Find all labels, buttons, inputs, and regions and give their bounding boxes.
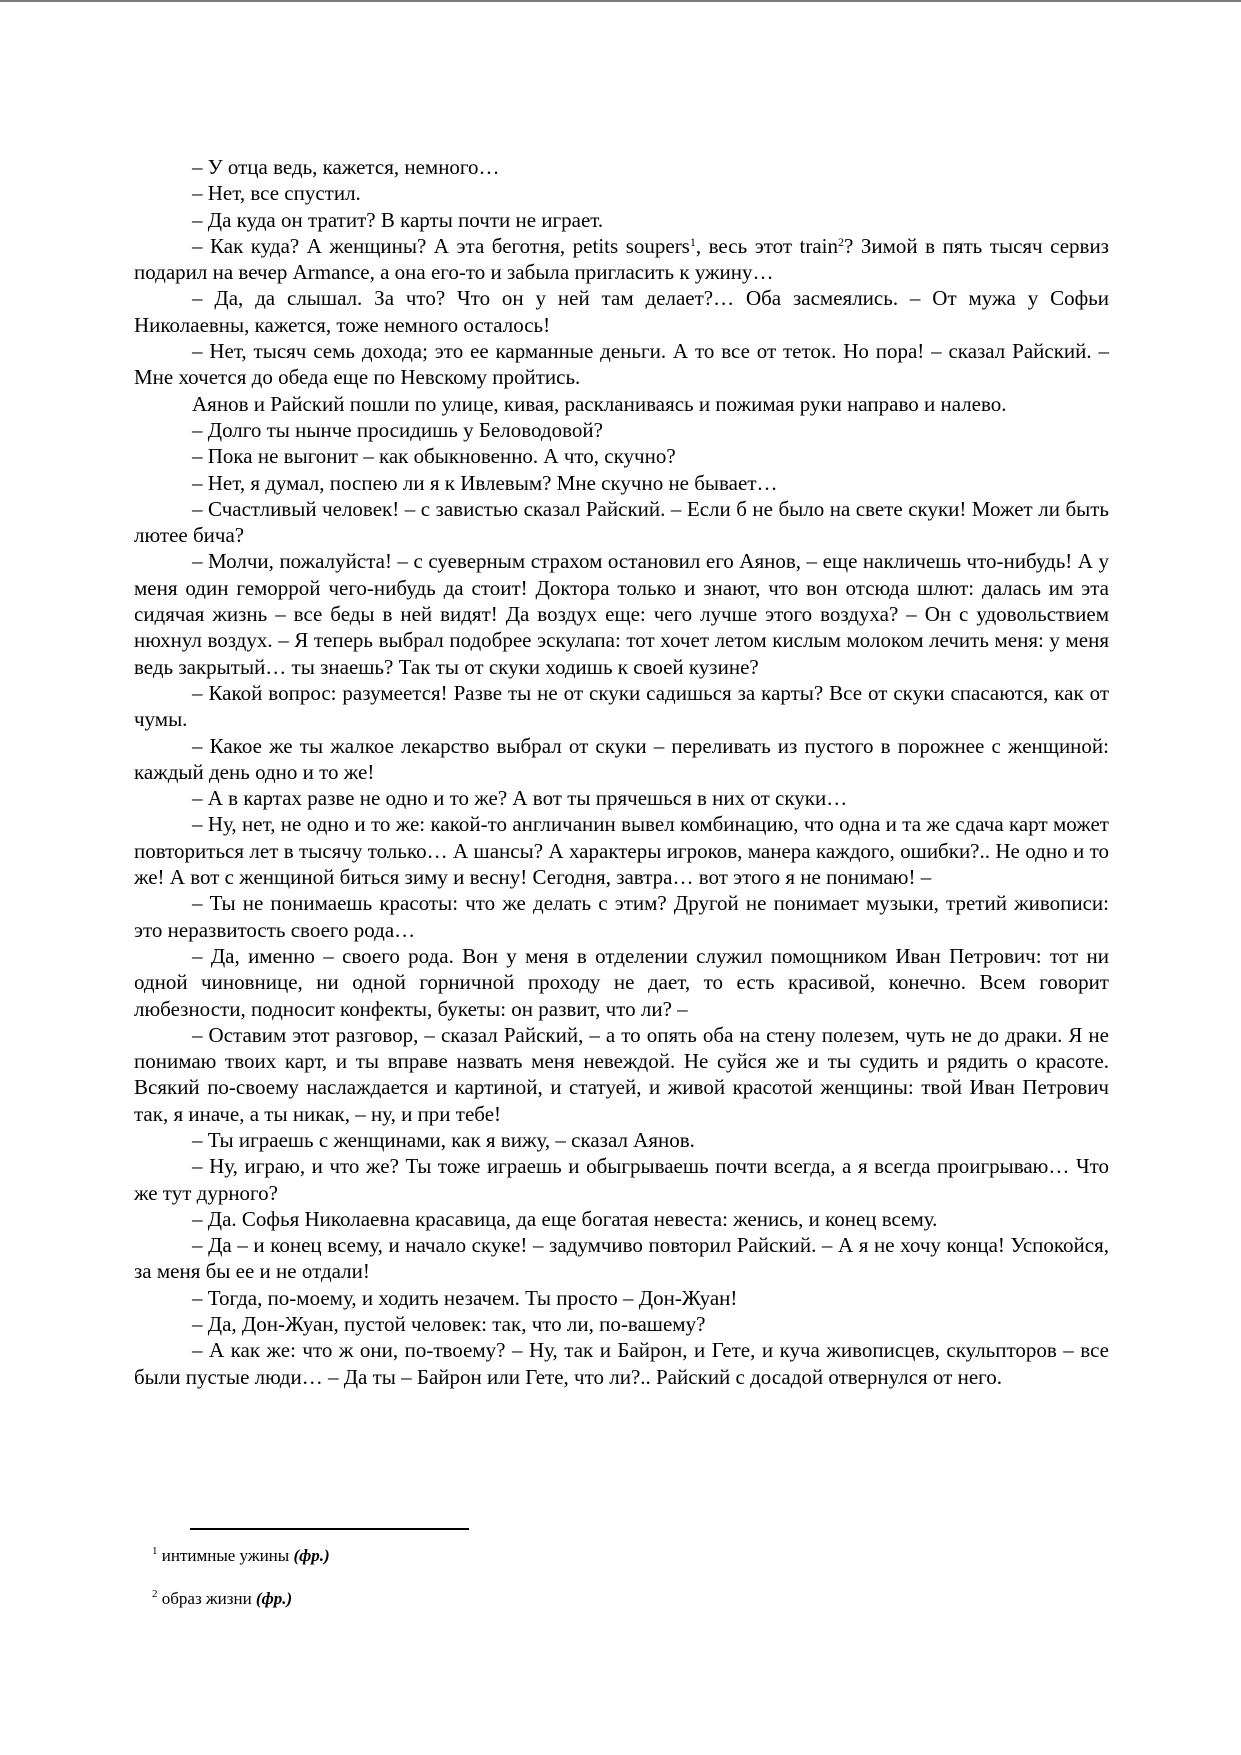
- footnote-text: образ жизни: [161, 1589, 252, 1608]
- footnote-reference: 1: [689, 234, 696, 249]
- footnote-language-tag: (фр.): [293, 1546, 330, 1565]
- footnote-reference: 2: [838, 234, 845, 249]
- paragraph: – Ну, играю, и что же? Ты тоже играешь и обыгрываешь почти всегда, а я всегда проигрываю… Что же тут дурного?: [134, 1154, 1109, 1205]
- paragraph: – А в картах разве не одно и то же? А вот ты прячешься в них от скуки…: [192, 786, 848, 811]
- footnote-1: [152, 1546, 330, 1566]
- paragraph: – Какой вопрос: разумеется! Разве ты не от скуки садишься за карты? Все от скуки спасаются, как от чумы.: [134, 680, 1109, 732]
- paragraph: – Счастливый человек! – с завистью сказал Райский. – Если б не было на свете скуки! Может ли быть лютее бича?: [134, 496, 1109, 548]
- paragraph: – Ты играешь с женщинами, как я вижу, – сказал Аянов.: [192, 1127, 695, 1152]
- paragraph: – Да, Дон-Жуан, пустой человек: так, что ли, по-вашему?: [192, 1312, 706, 1337]
- footnote-separator: [190, 1528, 469, 1530]
- paragraph: – Да, именно – своего рода. Вон у меня в отделении служил помощником Иван Петрович: тот ни одной чиновнице, ни одной горничной проходу не дает, то есть красивой, конечно. Всем говорит любезности, подносит конфекты, букеты: он развит, что ли? –: [134, 943, 1109, 1021]
- paragraph: – У отца ведь, кажется, немного…: [192, 155, 500, 179]
- paragraph-with-footnotes: – Как куда? А женщины? А эта беготня, petits soupers$^1$, весь этот train$^2$? Зимой в пять тысяч сервиз подарил на вечер Armance, а она его-то и забыла пригласить к ужину…: [134, 233, 1109, 285]
- paragraph: – Ну, нет, не одно и то же: какой-то англичанин вывел комбинацию, что одна и та же сдача карт может повториться лет в тысячу только… А шансы? А характеры игроков, манера каждого, ошибки?.. Не одно и то же! А вот с женщиной биться зиму и весну! Сегодня, завтра… вот этого я не понимаю! –: [134, 812, 1109, 890]
- paragraph: – Нет, тысяч семь дохода; это ее карманные деньги. А то все от теток. Но пора! – сказал Райский. – Мне хочется до обеда еще по Невскому пройтись.: [134, 339, 1109, 390]
- paragraph: Аянов и Райский пошли по улице, кивая, раскланиваясь и пожимая руки направо и налево.: [192, 391, 1007, 416]
- body-text: [134, 154, 1109, 1390]
- paragraph: – Ты не понимаешь красоты: что же делать с этим? Другой не понимает музыки, третий живописи: это неразвитость своего рода…: [134, 891, 1109, 942]
- paragraph: – Да куда он тратит? В карты почти не играет.: [192, 207, 604, 232]
- footnote-2: [152, 1589, 292, 1609]
- top-border: [0, 0, 1241, 2]
- footnote-number: 2: [152, 1588, 158, 1600]
- footnote-number: 1: [152, 1545, 158, 1557]
- footnote-language-tag: (фр.): [255, 1589, 293, 1608]
- paragraph: – Пока не выгонит – как обыкновенно. А что, скучно?: [192, 444, 676, 469]
- footnote-text: интимные ужины: [161, 1546, 290, 1565]
- paragraph: – А как же: что ж они, по-твоему? – Ну, так и Байрон, и Гете, и куча живописцев, скульпторов – все были пустые люди… – Да ты – Байрон или Гете, что ли?.. Райский с досадой отвернулся от него.: [134, 1338, 1109, 1389]
- paragraph: – Молчи, пожалуйста! – с суеверным страхом остановил его Аянов, – еще накличешь что-нибудь! А у меня один геморрой чего-нибудь да стоит! Доктора только и знают, что вон отсюда шлют: далась им эта сидячая жизнь – все беды в ней видят! Да воздух еще: чего лучше этого воздуха? – Он с удовольствием нюхнул воздух. – Я теперь выбрал подобрее эскулапа: тот хочет летом кислым молоком лечить меня: у меня ведь закрытый… ты знаешь? Так ты от скуки ходишь к своей кузине?: [134, 549, 1109, 679]
- paragraph: – Нет, я думал, поспею ли я к Ивлевым? Мне скучно не бывает…: [192, 470, 778, 495]
- paragraph: – Да – и конец всему, и начало скуке! – задумчиво повторил Райский. – А я не хочу конца! Успокойся, за меня бы ее и не отдали!: [134, 1233, 1109, 1284]
- paragraph: – Да. Софья Николаевна красавица, да еще богатая невеста: женись, и конец всему.: [192, 1206, 938, 1231]
- paragraph: – Да, да слышал. За что? Что он у ней там делает?… Оба засмеялись. – От мужа у Софьи Николаевны, кажется, тоже немного осталось!: [134, 286, 1109, 337]
- paragraph: – Нет, все спустил.: [192, 181, 361, 206]
- paragraph: – Какое же ты жалкое лекарство выбрал от скуки – переливать из пустого в порожнее с женщиной: каждый день одно и то же!: [134, 733, 1109, 784]
- paragraph: – Долго ты нынче просидишь у Беловодовой?: [192, 417, 603, 442]
- paragraph: – Тогда, по-моему, и ходить незачем. Ты просто – Дон-Жуан!: [192, 1285, 738, 1310]
- paragraph: – Оставим этот разговор, – сказал Райский, – а то опять оба на стену полезем, чуть не до драки. Я не понимаю твоих карт, и ты вправе назвать меня невеждой. Не суйся же и ты судить и рядить о красоте. Всякий по-своему наслаждается и картиной, и статуей, и живой красотой женщины: твой Иван Петрович так, я иначе, а ты никак, – ну, и при тебе!: [134, 1022, 1109, 1126]
